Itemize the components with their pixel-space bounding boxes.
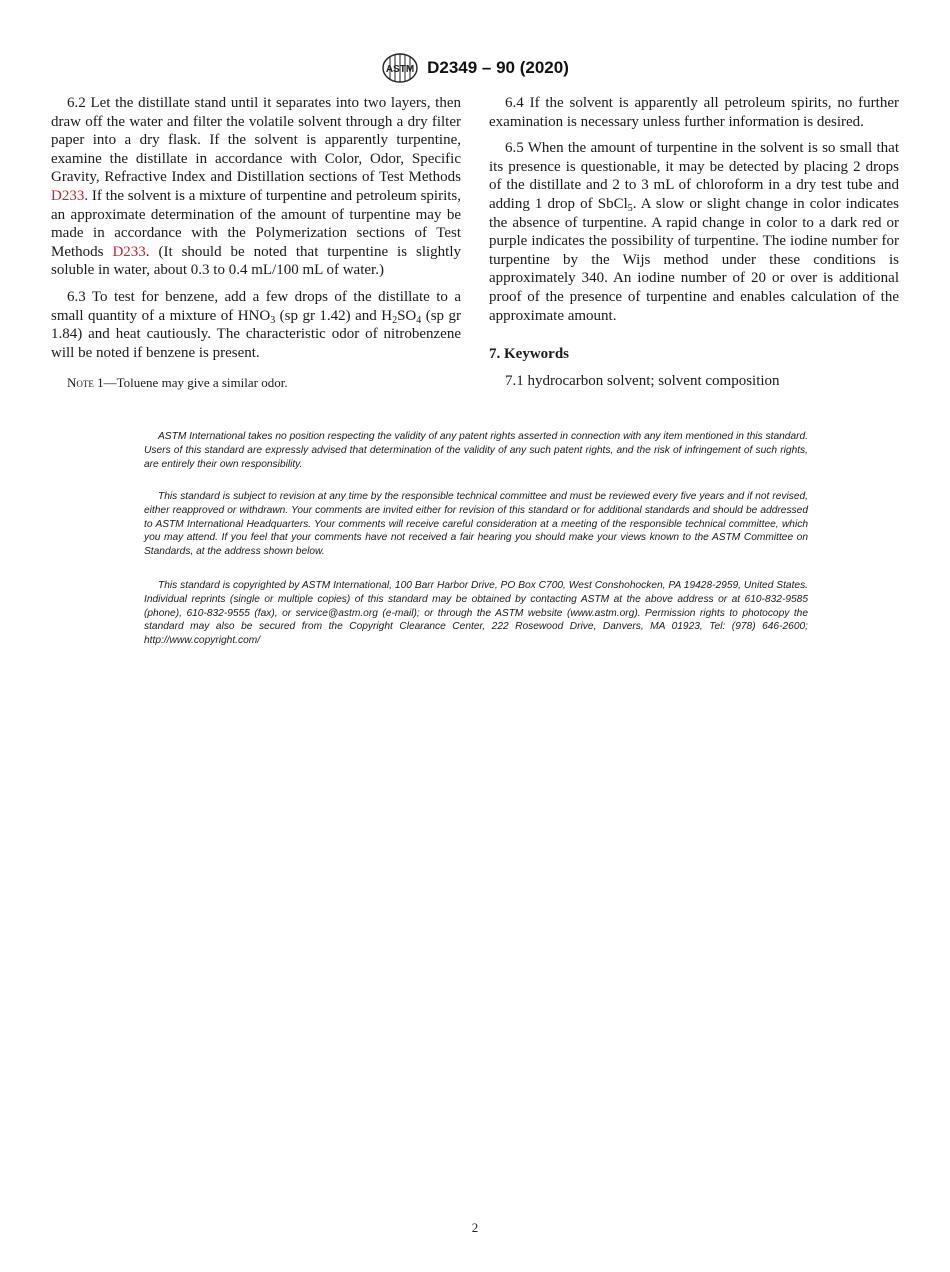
note-1 [67,374,461,393]
subscript: 3 [270,314,276,326]
paragraph-text: When the amount of turpentine in the solvent is so small that its presence is questionable, it may be detected by placing 2 drops of the distillate and 2 to 3 mL of chloroform in a dry test tube and adding 1 drop of SbCl [489,140,899,212]
page-header [0,52,950,84]
copyright-notice: This standard is copyrighted by ASTM International, 100 Barr Harbor Drive, PO Box C700, West Conshohocken, PA 19428-2959, United States. Individual reprints (single or multiple copies) of this standard may be obtained by contacting ASTM at the above address or at 610-832-9585 (phone), 610-832-9555 (fax), or service@astm.org (e-mail); or through the ASTM website (www.astm.org). Permission rights to photocopy the standard may also be secured from the Copyright Clearance Center, 222 Rosewood Drive, Danvers, MA 01923, Tel: (978) 646-2600; http://www.copyright.com/ [144,580,808,647]
revision-notice: This standard is subject to revision at any time by the responsible technical committee and must be reviewed every five years and if not revised, either reapproved or withdrawn. Your comments are invited either for revision of this standard or for additional standards and should be addressed to ASTM International Headquarters. Your comments will receive careful consideration at a meeting of the responsible technical committee, which you may attend. If you feel that your comments have not received a fair hearing you should make your views known to the ASTM Committee on Standards, at the address shown below. [144,491,808,558]
paragraph-text: . If the solvent is a mixture of turpentine and petroleum spirits, an approximate determination of the amount of turpentine may be made in accordance with the Polymerization sections of Test Methods [51,187,461,260]
paragraph-7-1 [489,372,899,391]
right-column [489,94,899,390]
d233-link[interactable]: D233 [51,187,85,204]
svg-text:ASTM: ASTM [385,64,415,75]
subscript: 4 [416,314,422,326]
paragraph-number: 6.5 [505,140,524,157]
note-text: 1—Toluene may give a similar odor. [93,375,288,391]
d233-link[interactable]: D233 [112,243,146,260]
paragraph-text: (sp gr 1.42) and H [275,307,393,324]
paragraph-text: If the solvent is apparently all petroleum spirits, no further examination is necessary unless further information is desired. [489,95,899,130]
standard-designation: D2349 – 90 (2020) [427,58,569,77]
paragraph-6-5 [489,139,899,325]
left-column [51,94,461,393]
paragraph-text: . (It should be noted that turpentine is slightly soluble in water, about 0.3 to 0.4 mL/100 mL of water.) [51,243,461,279]
subscript: 5 [627,202,633,214]
note-label: Note [67,375,94,391]
paragraph-number: 6.4 [505,95,524,111]
paragraph-text: . A slow or slight change in color indicates the absence of turpentine. A rapid change in color to a dark red or purple indicates the possibility of turpentine. The iodine number for turpentine by the Wijs method under these conditions is approximately 340. An iodine number of 20 or over is additional proof of the presence of turpentine and enables calculation of the approximate amount. [489,195,899,324]
paragraph-6-4 [489,94,899,131]
section-7-heading: 7. Keywords [489,346,569,363]
patent-disclaimer: ASTM International takes no position respecting the validity of any patent rights asserted in connection with any item mentioned in this standard. Users of this standard are expressly advised that determination of the validity of any such patent rights, and the risk of infringement of such rights, are entirely their own responsibility. [144,431,808,470]
paragraph-6-3 [51,288,461,362]
page-number: 2 [471,1220,479,1235]
paragraph-6-2 [51,94,461,280]
paragraph-number: 7.1 [505,372,524,389]
paragraph-number: 6.2 [67,95,86,111]
paragraph-text: SO [397,307,417,324]
subscript: 2 [392,314,398,326]
paragraph-text: (sp gr 1.84) and heat cautiously. The characteristic odor of nitrobenzene will be noted if benzene is present. [51,307,461,361]
paragraph-text: Let the distillate stand until it separates into two layers, then draw off the water and filter the volatile solvent through a dry filter paper into a dry flask. If the solvent is apparently turpentine, examine the distillate in accordance with Color, Odor, Specific Gravity, Refractive Index and Distillation sections of Test Methods [51,95,462,186]
paragraph-text: hydrocarbon solvent; solvent composition [527,372,780,389]
astm-logo-icon [381,52,419,84]
paragraph-text: To test for benzene, add a few drops of the distillate to a small quantity of a mixture of HNO [51,288,461,324]
paragraph-number: 6.3 [67,288,86,305]
